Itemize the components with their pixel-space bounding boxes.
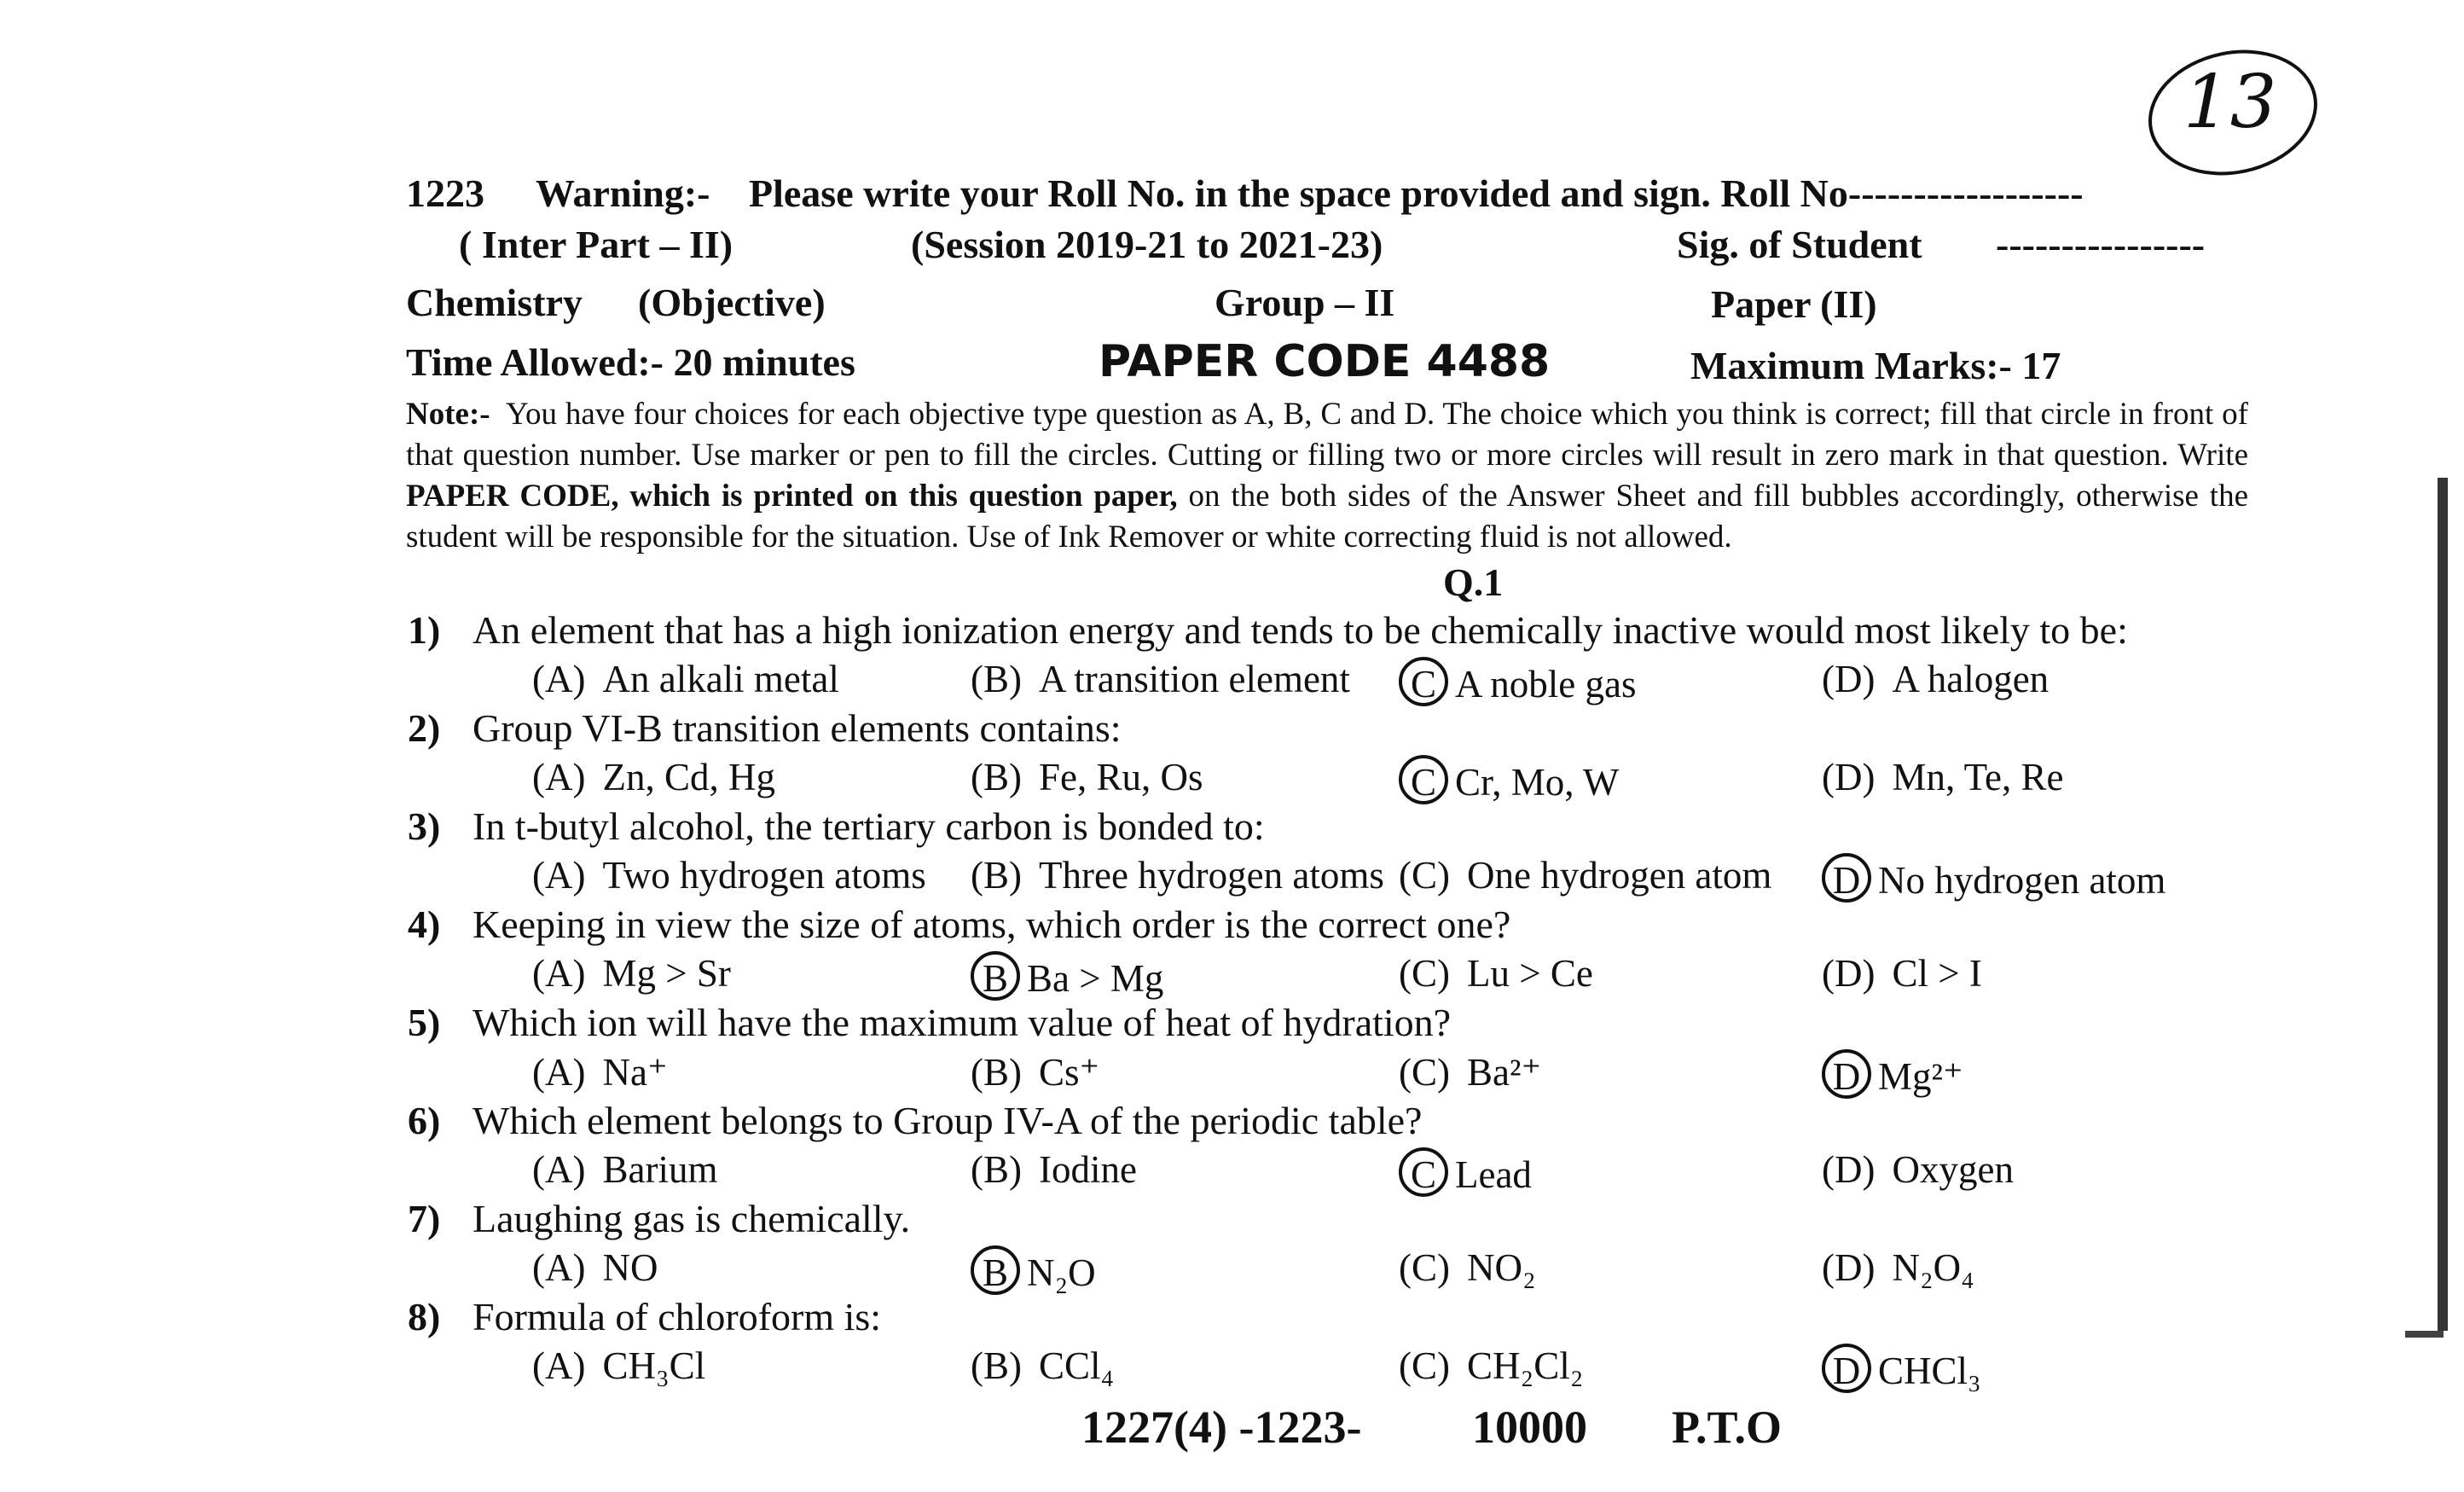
option-letter: (B) bbox=[971, 1344, 1022, 1387]
option-text: Cr, Mo, W bbox=[1455, 761, 1620, 804]
option-text: Fe, Ru, Os bbox=[1039, 756, 1203, 798]
option-text: CHCl₃ bbox=[1878, 1350, 1981, 1392]
scan-edge-shadow bbox=[2438, 478, 2448, 1331]
option-c bbox=[1399, 657, 1636, 706]
option-letter: (A) bbox=[532, 1051, 586, 1094]
option-letter: (C) bbox=[1399, 1344, 1450, 1387]
option-text: Zn, Cd, Hg bbox=[602, 756, 775, 798]
option-d bbox=[1822, 1344, 1981, 1393]
marked-answer-circle: B bbox=[971, 951, 1020, 1001]
option-letter: (C) bbox=[1399, 854, 1450, 897]
option-letter: (B) bbox=[971, 1051, 1022, 1094]
note-label: Note:- bbox=[406, 397, 490, 432]
note-bold-text: PAPER CODE, which is printed on this question paper, bbox=[406, 479, 1178, 514]
note-text-2: on the both sides of the Answer Sheet and fill bubbles accordingly, otherwise the student will be responsible for the situation. Use of Ink Remover or white correcting fluid is not allowed. bbox=[406, 479, 2249, 554]
question-text: Formula of chloroform is: bbox=[473, 1295, 882, 1338]
option-letter: (D) bbox=[1822, 1148, 1876, 1191]
option-a bbox=[532, 853, 926, 897]
option-a bbox=[532, 657, 839, 701]
option-letter: (B) bbox=[971, 756, 1022, 798]
time-allowed: Time Allowed:- 20 minutes bbox=[406, 340, 855, 384]
option-b bbox=[971, 1049, 1099, 1094]
warning-text: Please write your Roll No. in the space provided and sign. Roll No------------------ bbox=[749, 171, 2084, 215]
option-text: Oxygen bbox=[1892, 1148, 2014, 1191]
option-text: CH₃Cl bbox=[602, 1344, 706, 1387]
option-text: NO₂ bbox=[1467, 1246, 1536, 1289]
option-d bbox=[1822, 1147, 2014, 1192]
maximum-marks: Maximum Marks:- 17 bbox=[1690, 344, 2061, 387]
question-number: 7) bbox=[408, 1197, 441, 1240]
handwritten-mark: 13 bbox=[2183, 60, 2277, 145]
option-letter: (A) bbox=[532, 952, 586, 995]
option-c bbox=[1399, 1344, 1583, 1388]
option-b bbox=[971, 1245, 1096, 1295]
question-text: Keeping in view the size of atoms, which order is the correct one? bbox=[473, 903, 1511, 946]
question-number: 2) bbox=[408, 706, 441, 750]
option-text: Ba > Mg bbox=[1027, 957, 1164, 1000]
option-letter: (B) bbox=[971, 658, 1022, 700]
option-d bbox=[1822, 951, 1982, 996]
marked-answer-circle: C bbox=[1399, 755, 1448, 804]
option-text: Cl > I bbox=[1892, 952, 1982, 995]
group: Group – II bbox=[1215, 281, 1395, 324]
option-a bbox=[532, 755, 775, 799]
option-letter: (D) bbox=[1822, 658, 1876, 700]
question-text: Laughing gas is chemically. bbox=[473, 1197, 911, 1240]
question-text: Which ion will have the maximum value of heat of hydration? bbox=[473, 1001, 1452, 1044]
session: (Session 2019-21 to 2021-23) bbox=[911, 223, 1383, 266]
inter-part: ( Inter Part – II) bbox=[459, 223, 733, 266]
option-letter: (C) bbox=[1399, 952, 1450, 995]
question-text: In t-butyl alcohol, the tertiary carbon is bonded to: bbox=[473, 804, 1265, 848]
question-number: 6) bbox=[408, 1099, 441, 1142]
option-b bbox=[971, 853, 1384, 897]
option-text: Lead bbox=[1455, 1153, 1532, 1196]
signature-label: Sig. of Student bbox=[1677, 223, 1922, 266]
option-a bbox=[532, 1245, 658, 1290]
option-text: Lu > Ce bbox=[1467, 952, 1593, 995]
paper-code: PAPER CODE 4488 bbox=[1099, 336, 1551, 387]
option-letter: (D) bbox=[1822, 756, 1876, 798]
option-text: A halogen bbox=[1892, 658, 2049, 700]
marked-answer-circle: D bbox=[1822, 1344, 1871, 1393]
marked-answer-circle: C bbox=[1399, 1147, 1448, 1197]
option-text: Na⁺ bbox=[602, 1051, 668, 1094]
option-text: Mg > Sr bbox=[602, 952, 731, 995]
option-c bbox=[1399, 853, 1771, 897]
option-text: A noble gas bbox=[1455, 663, 1637, 705]
paper-type: (Objective) bbox=[638, 281, 826, 324]
option-text: No hydrogen atom bbox=[1878, 859, 2166, 902]
marked-answer-circle: B bbox=[971, 1245, 1020, 1295]
option-d bbox=[1822, 1245, 1974, 1290]
option-c bbox=[1399, 951, 1593, 996]
option-b bbox=[971, 1147, 1137, 1192]
option-text: Mg²⁺ bbox=[1878, 1055, 1963, 1098]
marked-answer-circle: D bbox=[1822, 1049, 1871, 1099]
option-letter: (A) bbox=[532, 1344, 586, 1387]
question-number: 4) bbox=[408, 903, 441, 946]
marked-answer-circle: D bbox=[1822, 853, 1871, 903]
footer-code: 1227(4) -1223- bbox=[1081, 1402, 1362, 1453]
option-text: NO bbox=[602, 1246, 658, 1289]
question-number: 3) bbox=[408, 804, 441, 848]
question-text: An element that has a high ionization energy and tends to be chemically inactive would most likely to be: bbox=[473, 608, 2128, 652]
option-letter: (A) bbox=[532, 658, 586, 700]
question-text: Which element belongs to Group IV-A of the periodic table? bbox=[473, 1099, 1423, 1142]
option-letter: (B) bbox=[971, 854, 1022, 897]
option-d bbox=[1822, 657, 2049, 701]
option-c bbox=[1399, 1049, 1541, 1094]
option-letter: (A) bbox=[532, 756, 586, 798]
instructions-note bbox=[406, 394, 2248, 558]
paper-number: Paper (II) bbox=[1711, 282, 1877, 326]
marked-answer-circle: C bbox=[1399, 657, 1448, 706]
footer-count: 10000 bbox=[1472, 1402, 1587, 1453]
option-a bbox=[532, 1344, 705, 1388]
option-text: Mn, Te, Re bbox=[1892, 756, 2064, 798]
option-text: Barium bbox=[602, 1148, 718, 1191]
subject: Chemistry bbox=[406, 281, 583, 324]
option-b bbox=[971, 951, 1163, 1001]
option-letter: (A) bbox=[532, 854, 586, 897]
option-letter: (D) bbox=[1822, 952, 1876, 995]
option-b bbox=[971, 657, 1350, 701]
option-a bbox=[532, 951, 731, 996]
option-c bbox=[1399, 1147, 1532, 1197]
option-text: A transition element bbox=[1039, 658, 1350, 700]
signature-line: ---------------- bbox=[1996, 223, 2206, 266]
question-text: Group VI-B transition elements contains: bbox=[473, 706, 1122, 750]
option-letter: (B) bbox=[971, 1148, 1022, 1191]
option-letter: (C) bbox=[1399, 1246, 1450, 1289]
note-text-1: You have four choices for each objective type question as A, B, C and D. The choice which you think is correct; fill that circle in front of that question number. Use marker or pen to fill the circles. Cutting or filling two or more circles will result in zero mark in that question. Write bbox=[406, 397, 2248, 473]
option-text: An alkali metal bbox=[602, 658, 839, 700]
scan-edge-mark bbox=[2405, 1331, 2444, 1338]
option-letter: (A) bbox=[532, 1246, 586, 1289]
warning-label: Warning:- bbox=[536, 171, 710, 215]
option-text: Ba²⁺ bbox=[1467, 1051, 1542, 1094]
option-letter: (C) bbox=[1399, 1051, 1450, 1094]
question-number: 5) bbox=[408, 1001, 441, 1044]
option-letter: (D) bbox=[1822, 1246, 1876, 1289]
footer-pto: P.T.O bbox=[1672, 1402, 1783, 1453]
question-number: 1) bbox=[408, 608, 441, 652]
section-label: Q.1 bbox=[1443, 560, 1504, 604]
option-a bbox=[532, 1049, 668, 1094]
option-text: CH₂Cl₂ bbox=[1467, 1344, 1584, 1387]
option-text: Three hydrogen atoms bbox=[1039, 854, 1384, 897]
option-c bbox=[1399, 1245, 1536, 1290]
option-text: N₂O bbox=[1027, 1251, 1096, 1294]
option-text: CCl₄ bbox=[1039, 1344, 1115, 1387]
option-text: One hydrogen atom bbox=[1467, 854, 1772, 897]
option-b bbox=[971, 1344, 1114, 1388]
option-text: Two hydrogen atoms bbox=[602, 854, 926, 897]
option-text: N₂O₄ bbox=[1892, 1246, 1974, 1289]
option-d bbox=[1822, 853, 2165, 903]
option-letter: (A) bbox=[532, 1148, 586, 1191]
option-b bbox=[971, 755, 1203, 799]
option-text: Cs⁺ bbox=[1039, 1051, 1100, 1094]
option-text: Iodine bbox=[1039, 1148, 1137, 1191]
question-number: 8) bbox=[408, 1295, 441, 1338]
option-a bbox=[532, 1147, 717, 1192]
option-d bbox=[1822, 1049, 1963, 1099]
option-c bbox=[1399, 755, 1619, 804]
header-code-prefix: 1223 bbox=[406, 171, 484, 215]
option-d bbox=[1822, 755, 2063, 799]
